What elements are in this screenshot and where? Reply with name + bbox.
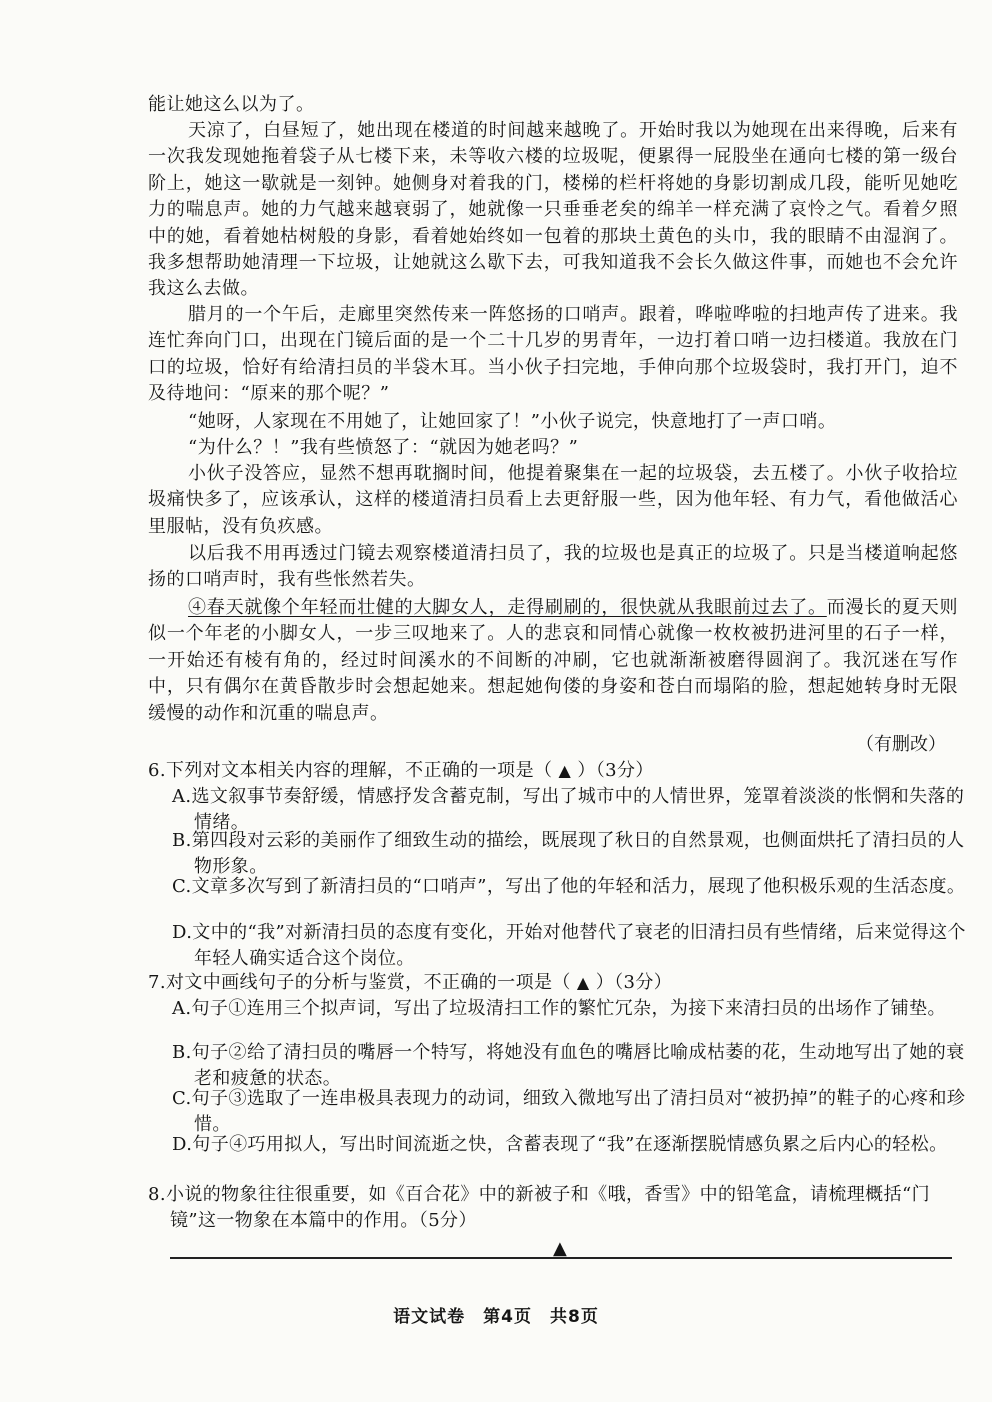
question-7-option-a: A.句子①连用三个拟声词，写出了垃圾清扫工作的繁忙冗杂，为接下来清扫员的出场作了铺垫。 [172,998,946,1019]
question-6-score: ）（3分） [571,760,654,781]
answer-triangle-icon: ▲ [558,761,572,780]
passage-paragraph-7 [148,595,958,727]
passage-paragraph-0: 能让她这么以为了。 [148,94,315,115]
answer-line [170,1257,952,1259]
question-7-stem-text: 7.对文中画线句子的分析与鉴赏，不正确的一项是（ [148,972,577,993]
paragraph-7-rest: 而漫长的夏天则似一个年老的小脚女人，一步三叹地来了。人的悲哀和同情心就像一枚枚被扔进河里的石子一样，一开始还有棱有角的，经过时间溪水的不间断的冲刷，它也就渐渐被磨得圆润了。我沉迷在写作中，只有偶尔在黄昏散步时会想起她来。想起她佝偻的身姿和苍白而塌陷的脸，想起她转身时无限缓慢的动作和沉重的喘息声。 [148,597,959,724]
question-7-option-b: B.句子②给了清扫员的嘴唇一个特写，将她没有血色的嘴唇比喻成枯萎的花，生动地写出了她的衰老和疲惫的状态。 [172,1042,965,1090]
passage-paragraph-5: 小伙子没答应，显然不想再耽搁时间，他提着聚集在一起的垃圾袋，去五楼了。小伙子收拾垃圾痛快多了，应该承认，这样的楼道清扫员看上去更舒服一些，因为他年轻、有力气，看他做活心里服帖，没有负疚感。 [148,463,958,537]
question-6-option-b: B.第四段对云彩的美丽作了细致生动的描绘，既展现了秋日的自然景观，也侧面烘托了清扫员的人物形象。 [172,830,965,878]
passage-paragraph-2: 腊月的一个午后，走廊里突然传来一阵悠扬的口哨声。跟着，哗啦哗啦的扫地声传了进来。我连忙奔向门口，出现在门镜后面的是一个二十几岁的男青年，一边打着口哨一边扫楼道。我放在门口的垃圾，恰好有给清扫员的半袋木耳。当小伙子扫完地，手伸向那个垃圾袋时，我打开门，迫不及待地问：“原来的那个呢？” [148,304,958,405]
passage-paragraph-6: 以后我不用再透过门镜去观察楼道清扫员了，我的垃圾也是真正的垃圾了。只是当楼道响起悠扬的口哨声时，我有些怅然若失。 [148,543,958,591]
passage-paragraph-3: “她呀，人家现在不用她了，让她回家了！”小伙子说完，快意地打了一声口哨。 [188,411,837,432]
page-footer: 语文试卷 第4页 共8页 [393,1307,599,1327]
question-6-stem [148,758,958,784]
question-7-score: ）（3分） [589,972,673,993]
question-8-stem: 8.小说的物象往往很重要，如《百合花》中的新被子和《哦，香雪》中的铅笔盒，请梳理概括“门镜”这一物象在本篇中的作用。（5分） [148,1184,930,1232]
underlined-sentence-4: ④春天就像个年轻而壮健的大脚女人，走得刷刷的，很快就从我眼前过去了。 [188,597,827,618]
question-7-option-d: D.句子④巧用拟人，写出时间流逝之快，含蓄表现了“我”在逐渐摆脱情感负累之后内心的轻松。 [172,1134,948,1155]
passage-paragraph-1: 天凉了，白昼短了，她出现在楼道的时间越来越晚了。开始时我以为她现在出来得晚，后来有一次我发现她拖着袋子从七楼下来，未等收六楼的垃圾呢，便累得一屁股坐在通向七楼的第一级台阶上，她这一歇就是一刻钟。她侧身对着我的门，楼梯的栏杆将她的身影切割成几段，能听见她吃力的喘息声。她的力气越来越衰弱了，她就像一只垂垂老矣的绵羊一样充满了哀怜之气。看着夕照中的她，看着她枯树般的身影，看着她始终如一包着的那块土黄色的头巾，我的眼睛不由湿润了。我多想帮助她清理一下垃圾，让她就这么歇下去，可我知道我不会长久做这件事，而她也不会允许我这么去做。 [148,120,958,300]
source-note: （有删改） [856,734,946,755]
answer-triangle-icon: ▲ [553,1238,567,1259]
question-6-option-c: C.文章多次写到了新清扫员的“口哨声”，写出了他的年轻和活力，展现了他积极乐观的生活态度。 [172,876,966,897]
question-6-stem-text: 6.下列对文本相关内容的理解，不正确的一项是（ [148,760,559,781]
question-7-option-c: C.句子③选取了一连串极具表现力的动词，细致入微地写出了清扫员对“被扔掉”的鞋子的心疼和珍惜。 [172,1088,966,1136]
answer-triangle-icon: ▲ [576,973,590,992]
passage-paragraph-4: “为什么？！”我有些愤怒了：“就因为她老吗？” [188,437,579,458]
question-6-option-a: A.选文叙事节奏舒缓，情感抒发含蓄克制，写出了城市中的人情世界，笼罩着淡淡的怅惘和失落的情绪。 [172,786,965,834]
question-6-option-d: D.文中的“我”对新清扫员的态度有变化，开始对他替代了衰老的旧清扫员有些情绪，后来觉得这个年轻人确实适合这个岗位。 [172,922,966,970]
question-7-stem [148,970,958,996]
